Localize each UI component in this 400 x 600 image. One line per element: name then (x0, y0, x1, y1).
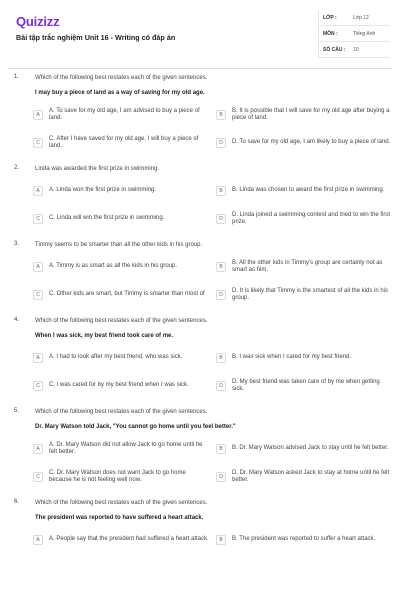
answer-option[interactable] (216, 284, 399, 306)
option-letter-box[interactable]: B (216, 444, 226, 454)
option-grid (33, 104, 391, 154)
option-grid (33, 180, 391, 230)
answer-option[interactable] (33, 132, 216, 154)
option-text: D. To save for my old age, I am likely to buy a piece of land. (232, 139, 391, 146)
answer-option[interactable] (216, 347, 399, 369)
option-text: A. People say that the president had suffered a heart attack. (49, 536, 209, 543)
question-number: 2. (14, 165, 20, 171)
meta-value: Tiếng Anh (353, 30, 376, 37)
question-text: Which of the following best restates each of the given sentences. (35, 75, 208, 81)
meta-value: Lớp 12 (353, 14, 369, 21)
question-1 (0, 74, 400, 154)
meta-table (318, 10, 390, 58)
option-grid (33, 256, 388, 306)
option-text: A. To save for my old age, I am advised to buy a piece of land. (49, 107, 200, 121)
meta-row-class (319, 10, 390, 26)
question-number: 5. (14, 408, 20, 414)
option-text: A. I had to look after my best friend, who was sick. (49, 354, 183, 361)
answer-option[interactable] (33, 347, 216, 369)
option-letter-box[interactable]: C (33, 472, 43, 482)
option-letter-box[interactable]: A (33, 353, 43, 363)
answer-option[interactable] (33, 466, 216, 488)
option-text: D. My best friend was taken care of by me when getting sick. (232, 378, 380, 392)
question-text: Which of the following best restates each of the given sentences. (35, 409, 208, 415)
question-sentence: Dr. Mary Watson told Jack, "You cannot go home until you feel better." (35, 424, 236, 430)
option-text: D. Linda joined a swimming contest and tried to win the first prize. (232, 211, 391, 225)
meta-row-subject (319, 26, 390, 42)
option-letter-box[interactable]: B (216, 535, 226, 545)
answer-option[interactable] (33, 208, 216, 230)
question-text: Which of the following best restates each of the given sentences. (35, 500, 208, 506)
answer-option[interactable] (33, 375, 216, 397)
option-letter-box[interactable]: D (216, 290, 226, 300)
question-text: Timmy seems to be smarter than all the other kids in his group. (35, 242, 203, 248)
meta-label: SỐ CÂU : (323, 46, 346, 53)
option-text: C. After I have saved for my old age, I will buy a piece of land. (49, 135, 199, 149)
question-number: 3. (14, 241, 20, 247)
answer-option[interactable] (33, 104, 216, 126)
option-letter-box[interactable]: C (33, 381, 43, 391)
answer-option[interactable] (33, 438, 216, 460)
question-sentence: I may buy a piece of land as a way of saving for my old age. (35, 90, 205, 96)
option-grid (33, 347, 388, 397)
question-list (0, 74, 400, 562)
option-letter-box[interactable]: C (33, 290, 43, 300)
question-text: Linda was awarded the first prize in swimming. (35, 166, 160, 172)
meta-value: 10 (353, 46, 359, 53)
option-text: C. Other kids are smart, but Timmy is smarter than most of (49, 291, 205, 298)
option-text: A. Dr. Mary Watson did not allow Jack to go home until he felt better. (49, 441, 203, 455)
option-text: D. Dr. Mary Watson asked Jack to stay at home until he felt better. (232, 469, 390, 483)
option-text: B. Linda was chosen to award the first prize in swimming. (232, 187, 385, 194)
answer-option[interactable] (216, 438, 399, 460)
page-title: Bài tập trắc nghiệm Unit 16 - Writing có đáp án (16, 33, 176, 42)
option-letter-box[interactable]: B (216, 353, 226, 363)
option-letter-box[interactable]: D (216, 472, 226, 482)
question-2 (0, 165, 400, 230)
answer-option[interactable] (216, 529, 399, 551)
option-text: C. Dr. Mary Watson does not want Jack to go home because he is not feeling well now. (49, 469, 186, 483)
answer-option[interactable] (216, 132, 399, 154)
question-3 (0, 241, 400, 306)
quizizz-logo: Quizizz (16, 14, 60, 29)
option-text: D. It is likely that Timmy is the smartest of all the kids in his group. (232, 287, 389, 301)
answer-option[interactable] (216, 466, 399, 488)
option-letter-box[interactable]: A (33, 444, 43, 454)
option-letter-box[interactable]: D (216, 381, 226, 391)
option-grid (33, 529, 388, 551)
meta-label: MÔN : (323, 30, 338, 37)
option-letter-box[interactable]: A (33, 262, 43, 272)
question-number: 6. (14, 499, 20, 505)
option-text: B. Dr. Mary Watson advised Jack to stay until he felt better. (232, 445, 389, 452)
answer-option[interactable] (216, 180, 399, 202)
option-grid (33, 438, 388, 488)
question-number: 4. (14, 317, 20, 323)
answer-option[interactable] (33, 284, 216, 306)
option-letter-box[interactable]: C (33, 214, 43, 224)
answer-option[interactable] (33, 529, 216, 551)
document-header (0, 0, 400, 66)
option-letter-box[interactable]: A (33, 535, 43, 545)
option-text: B. It is possible that I will save for my old age after buying a piece of land. (232, 107, 390, 121)
option-text: B. I was sick when I cared for my best friend. (232, 354, 352, 361)
option-letter-box[interactable]: B (216, 262, 226, 272)
option-letter-box[interactable]: C (33, 138, 43, 148)
meta-row-count (319, 42, 390, 58)
question-sentence: When I was sick, my best friend took care of me. (35, 333, 174, 339)
meta-label: LỚP : (323, 14, 337, 21)
question-6 (0, 499, 400, 551)
answer-option[interactable] (216, 208, 399, 230)
question-number: 1. (14, 74, 20, 80)
option-letter-box[interactable]: A (33, 186, 43, 196)
header-divider (8, 68, 392, 69)
answer-option[interactable] (33, 256, 216, 278)
answer-option[interactable] (216, 256, 399, 278)
question-5 (0, 408, 400, 488)
option-letter-box[interactable]: B (216, 186, 226, 196)
answer-option[interactable] (216, 375, 399, 397)
option-text: A. Timmy is as smart as all the kids in his group. (49, 263, 178, 270)
answer-option[interactable] (33, 180, 216, 202)
option-text: B. All the other kids in Timmy's group are certainly not as smart as him. (232, 259, 383, 273)
question-text: Which of the following best restates each of the given sentences. (35, 318, 208, 324)
option-letter-box[interactable]: A (33, 110, 43, 120)
option-text: C. I was cared for by my best friend when I was sick. (49, 382, 189, 389)
question-sentence: The president was reported to have suffered a heart attack. (35, 515, 204, 521)
answer-option[interactable] (216, 104, 399, 126)
option-text: B. The president was reported to suffer a heart attack. (232, 536, 376, 543)
option-letter-box[interactable]: D (216, 138, 226, 148)
option-text: A. Linda won the first prize in swimming. (49, 187, 157, 194)
option-letter-box[interactable]: D (216, 214, 226, 224)
option-text: C. Linda will win the first prize in swimming. (49, 215, 165, 222)
question-4 (0, 317, 400, 397)
option-letter-box[interactable]: B (216, 110, 226, 120)
